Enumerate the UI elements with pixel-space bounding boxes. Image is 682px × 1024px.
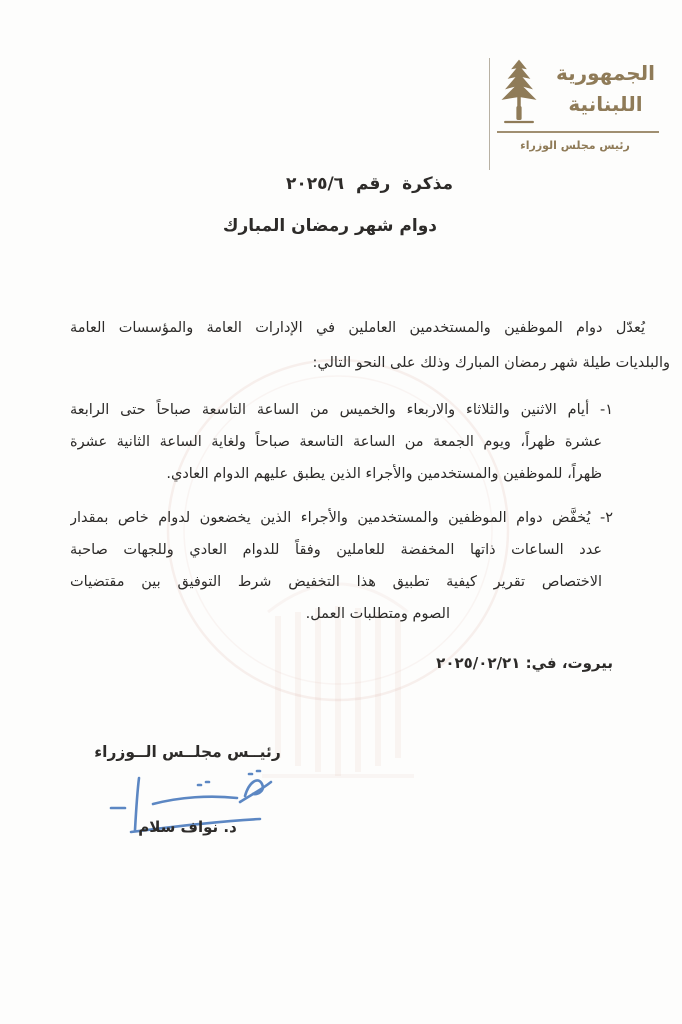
intro-line: يُعدّل دوام الموظفين والمستخدمين العاملين في الإدارات العامة والمؤسسات العامة [70,320,645,336]
intro-line: والبلديات طيلة شهر رمضان المبارك وذلك على النحو التالي: [312,355,670,371]
memo-subject: دوام شهر رمضان المبارك [222,216,437,236]
clause-line: الصوم ومتطلبات العمل. [305,606,450,622]
letterhead-divider [489,58,490,170]
intro-paragraph [70,311,670,381]
clause-1 [70,394,613,490]
clause-2 [70,502,613,630]
signature-title: رئيــس مجلــس الــوزراء [94,743,281,761]
clause-line: ٢- يُخفَّض دوام الموظفين والمستخدمين والأجراء الذين يخضعون لدوام خاص بمقدار [70,510,613,526]
signatory-name: د. نواف سلام [138,818,237,836]
clause-line: ظهراً، للموظفين والمستخدمين والأجراء الذين يطبق عليهم الدوام العادي. [166,466,602,482]
pm-office-label: رئيس مجلس الوزراء [520,139,630,152]
clause-line: الاختصاص تقرير كيفية تطبيق هذا التخفيض شرط التوفيق بين مقتضيات [70,574,602,590]
clause-line: ١- أيام الاثنين والثلاثاء والاربعاء والخميس من الساعة التاسعة صباحاً حتى الرابعة [70,402,613,418]
republic-name [552,58,659,120]
republic-name-line2: اللبنانية [568,92,643,116]
cedar-tree-icon [491,56,547,128]
date-line: بيروت، في: ٢٠٢٥/٠٢/٢١ [436,654,613,672]
republic-name-line1: الجمهورية [555,61,656,85]
letterhead-rule [497,131,659,133]
clause-line: عدد الساعات ذاتها المخفضة للعاملين وفقاً للدوام العادي وللجهات صاحبة [70,542,602,558]
memo-body [70,311,670,630]
letterhead [489,56,661,152]
clause-line: عشرة ظهراً، ويوم الجمعة من الساعة التاسعة صباحاً ولغاية الساعة الثانية عشرة [70,434,602,450]
memo-number: مذكرة رقم ٢٠٢٥/٦ [285,174,453,194]
signature-block [80,742,295,836]
